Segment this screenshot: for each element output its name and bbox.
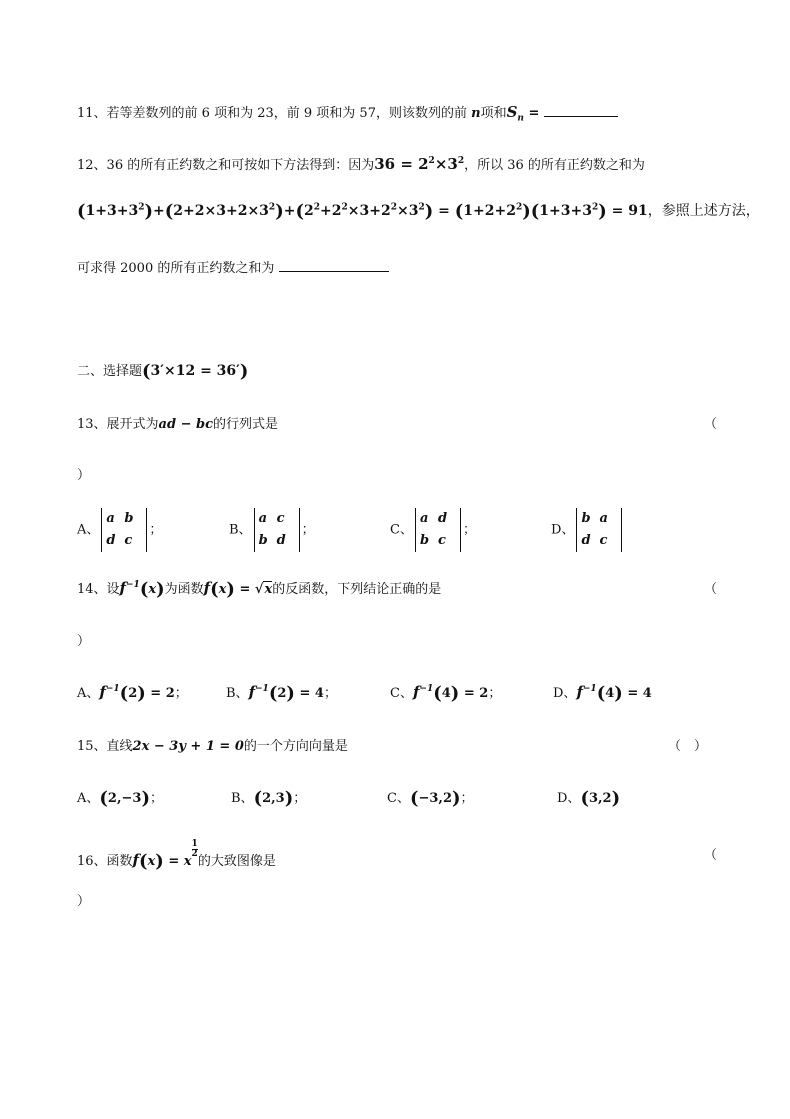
determinant: a d b c bbox=[415, 508, 461, 552]
question-13-paren-open: （ bbox=[704, 417, 718, 432]
question-13-paren-close: ） bbox=[77, 468, 91, 483]
q14-option-c[interactable]: C、$f^{-1}(4) = 2$； bbox=[390, 683, 502, 704]
q13-option-c[interactable]: C、 a d b c ； bbox=[390, 508, 476, 552]
section-2-heading: 二、选择题(3′×12 = 36′) bbox=[77, 361, 249, 382]
q14-option-b[interactable]: B、$f^{-1}(2) = 4$； bbox=[226, 683, 337, 704]
question-12-expansion: $(1+3+3^2)+(2+2\times 3+2\times 3^2)+(2^2+2^2\times 3+2^2\times 3^2) = (1+2+2^2)(1+3+3^2) = 91$，参照上述方法， bbox=[77, 201, 760, 222]
q13-option-a[interactable]: A、 a b d c ； bbox=[77, 508, 162, 552]
question-11: 11、若等差数列的前 6 项和为 23，前 9 项和为 57，则该数列的前 n项和$S_n$ = bbox=[77, 102, 618, 124]
q14-option-a[interactable]: A、$f^{-1}(2) = 2$； bbox=[77, 683, 188, 704]
q13-option-d[interactable]: D、 b a d c bbox=[551, 508, 624, 552]
q15-option-c[interactable]: C、(−3,2)； bbox=[387, 788, 474, 809]
answer-blank-11[interactable] bbox=[544, 104, 618, 117]
question-13: 13、展开式为ad − bc的行列式是 bbox=[77, 417, 279, 432]
math-36-factorization: $36 = 2^2\times 3^2$ bbox=[374, 155, 465, 173]
determinant: a c b d bbox=[254, 508, 300, 552]
q15-option-b[interactable]: B、(2,3)； bbox=[231, 788, 307, 809]
question-12-ask: 可求得 2000 的所有正约数之和为 bbox=[77, 257, 389, 276]
question-14-paren-close: ） bbox=[77, 634, 91, 649]
q14-option-d[interactable]: D、$f^{-1}(4) = 4$ bbox=[553, 683, 652, 704]
question-14: 14、设$f^{-1}(x)$为函数f(x) = √x的反函数，下列结论正确的是 bbox=[77, 579, 442, 600]
question-15: 15、直线2x − 3y + 1 = 0的一个方向向量是 bbox=[77, 739, 348, 754]
determinant: b a d c bbox=[576, 508, 622, 552]
question-14-paren-open: （ bbox=[704, 582, 718, 597]
determinant: a b d c bbox=[101, 508, 147, 552]
question-16-paren-close: ） bbox=[77, 894, 91, 909]
q15-option-d[interactable]: D、(3,2) bbox=[557, 788, 621, 809]
question-15-paren: （ ） bbox=[668, 739, 708, 754]
q15-option-a[interactable]: A、(2,−3)； bbox=[77, 788, 163, 809]
question-16: 16、函数f(x) = x $\frac{1}{2}$ 的大致图像是 bbox=[77, 839, 276, 872]
exponent-fraction: $\frac{1}{2}$ bbox=[191, 839, 198, 859]
q13-option-b[interactable]: B、 a c b d ； bbox=[229, 508, 315, 552]
answer-blank-12[interactable] bbox=[279, 259, 389, 272]
question-16-paren-open: （ bbox=[704, 848, 718, 863]
question-12: 12、36 的所有正约数之和可按如下方法得到：因为$36 = 2^2\times 3^2$，所以 36 的所有正约数之和为 bbox=[77, 155, 645, 173]
